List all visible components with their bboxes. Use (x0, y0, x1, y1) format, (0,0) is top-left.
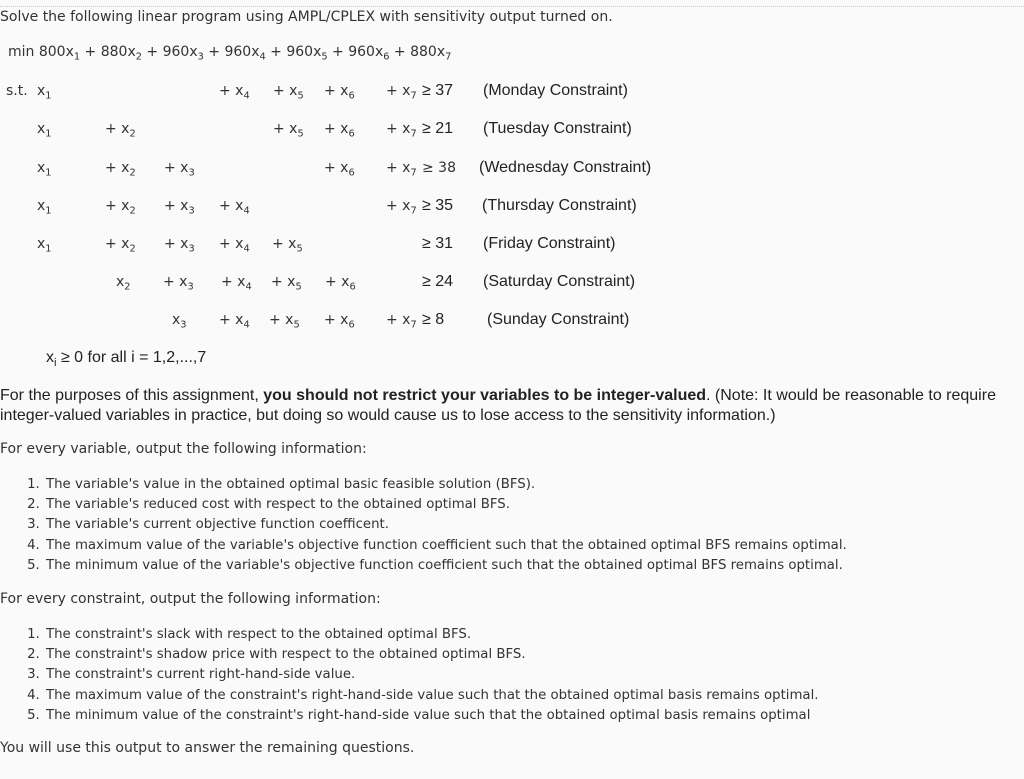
rhs-value: ≥ 38 (422, 160, 456, 176)
term-x7: + $x_7$ (386, 121, 417, 140)
term-x4: + $x_4$ (219, 198, 250, 217)
term-x6: + $x_6$ (324, 121, 355, 140)
term-x2: + $x_2$ (105, 198, 136, 217)
objective-prefix: min (8, 44, 35, 60)
term-x2: + $x_2$ (105, 236, 136, 255)
list-item: 2. The variable's reduced cost with respect to the obtained optimal BFS. (44, 495, 847, 515)
term-x4: + $x_4$ (221, 274, 252, 293)
term-x4: + $x_4$ (219, 236, 250, 255)
objective-term-5: + $960x_5$ (265, 44, 328, 63)
list-item: 4. The maximum value of the variable's objective function coefficient such that the obtained optimal BFS remains optimal. (44, 536, 847, 556)
term-x7: + $x_7$ (386, 160, 417, 179)
objective-term-4: + $960x_4$ (203, 44, 266, 63)
term-x3: + $x_3$ (164, 236, 195, 255)
term-x5: + $x_5$ (272, 236, 303, 255)
constraint-label: (Sunday Constraint) (487, 311, 630, 328)
list-item: 5. The minimum value of the variable's objective function coefficient such that the obtained optimal BFS remains optimal. (44, 556, 847, 576)
term-x5: + $x_5$ (271, 274, 302, 293)
objective-term-1: $800x_1$ (38, 44, 81, 63)
list-item: 1. The constraint's slack with respect to the obtained optimal BFS. (44, 625, 819, 645)
term-x1: $x_1$ (37, 236, 52, 255)
list-item: 3. The constraint's current right-hand-side value. (44, 665, 819, 685)
list-item: 1. The variable's value in the obtained optimal basic feasible solution (BFS). (44, 475, 847, 495)
constraint-label: (Wednesday Constraint) (479, 159, 652, 176)
term-x6: + $x_6$ (325, 274, 356, 293)
term-x5: + $x_5$ (273, 121, 304, 140)
top-divider (0, 6, 1024, 7)
st-label: s.t. (6, 83, 28, 99)
closing-text: You will use this output to answer the remaining questions. (0, 740, 415, 756)
term-x3: + $x_3$ (163, 274, 194, 293)
variable-info-list (0, 475, 847, 576)
term-x3: + $x_3$ (164, 198, 195, 217)
term-x1: $x_1$ (37, 83, 52, 102)
rhs-value: ≥ 37 (422, 82, 454, 99)
rhs-value: ≥ 24 (422, 273, 454, 290)
term-x3: + $x_3$ (164, 160, 195, 179)
term-x1: $x_1$ (37, 121, 52, 140)
variable-heading: For every variable, output the following information: (0, 441, 367, 457)
term-x6: + $x_6$ (324, 160, 355, 179)
purpose-paragraph: For the purposes of this assignment, you should not restrict your variables to be integer-valued. (Note: It would be reasonable to require integer-valued variables in practice, but doing so would cause us to lose access to the sensitivity information.) (0, 387, 996, 424)
term-x7: + $x_7$ (386, 312, 417, 331)
objective-term-7: + $880x_7$ (389, 44, 452, 63)
objective-term-6: + $960x_6$ (327, 44, 390, 63)
objective-term-3: + $960x_3$ (141, 44, 204, 63)
list-item: 3. The variable's current objective function coefficent. (44, 515, 847, 535)
constraint-label: (Saturday Constraint) (483, 273, 636, 290)
list-item: 2. The constraint's shadow price with respect to the obtained optimal BFS. (44, 645, 819, 665)
term-x7: + $x_7$ (386, 83, 417, 102)
term-x6: + $x_6$ (324, 83, 355, 102)
term-x4: + $x_4$ (219, 312, 250, 331)
list-item: 4. The maximum value of the constraint's right-hand-side value such that the obtained optimal basis remains optimal. (44, 686, 819, 706)
term-x5: + $x_5$ (269, 312, 300, 331)
term-x4: + $x_4$ (219, 83, 250, 102)
constraint-info-list (0, 625, 819, 726)
term-x7: + $x_7$ (386, 198, 417, 217)
term-x2: + $x_2$ (105, 160, 136, 179)
intro-text: Solve the following linear program using AMPL/CPLEX with sensitivity output turned on. (0, 9, 613, 25)
constraint-label: (Monday Constraint) (483, 82, 628, 99)
nonnegativity-constraint: $x_i \ge 0$ for all i = 1,2,...,7 (46, 349, 207, 369)
rhs-value: ≥ 21 (422, 120, 454, 137)
term-x1: $x_1$ (37, 160, 52, 179)
term-x5: + $x_5$ (273, 83, 304, 102)
constraint-label: (Friday Constraint) (483, 235, 616, 252)
term-x2: $x_2$ (116, 274, 131, 293)
purpose-emphasis: you should not restrict your variables to be integer-valued (263, 387, 707, 404)
rhs-value: ≥ 35 (422, 197, 454, 214)
list-item: 5. The minimum value of the constraint's right-hand-side value such that the obtained optimal basis remains optimal (44, 706, 819, 726)
constraint-label: (Tuesday Constraint) (483, 120, 632, 137)
objective-function (8, 44, 452, 63)
rhs-value: ≥ 31 (422, 235, 454, 252)
constraint-label: (Thursday Constraint) (482, 197, 637, 214)
term-x2: + $x_2$ (105, 121, 136, 140)
term-x3: $x_3$ (172, 312, 187, 331)
term-x6: + $x_6$ (324, 312, 355, 331)
term-x1: $x_1$ (37, 198, 52, 217)
objective-term-2: + $880x_2$ (80, 44, 142, 63)
rhs-value: ≥ 8 (422, 311, 445, 328)
constraint-heading: For every constraint, output the following information: (0, 591, 381, 607)
